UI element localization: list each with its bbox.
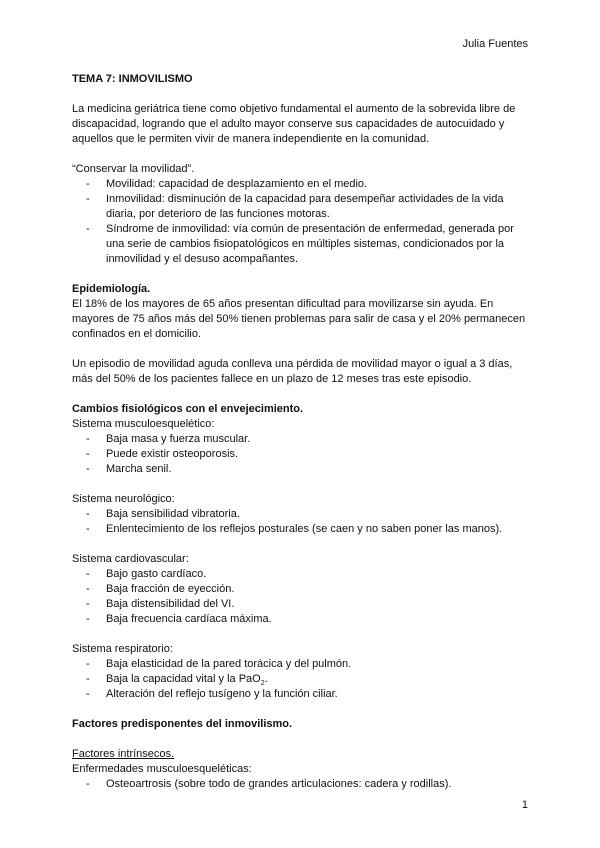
cardio-label: Sistema cardiovascular: — [72, 553, 189, 565]
list-item: - Alteración del reflejo tusígeno y la función ciliar. — [106, 687, 528, 702]
cardio-list — [72, 567, 528, 627]
epidemiology-heading: Epidemiología. — [72, 283, 151, 295]
factors-musculo-label: Enfermedades musculoesqueléticas: — [72, 763, 252, 775]
resp-list — [72, 657, 528, 702]
page-title: TEMA 7: INMOVILISMO — [72, 73, 193, 85]
factors-heading: Factores predisponentes del inmovilismo. — [72, 718, 293, 730]
page-content — [72, 72, 528, 792]
list-item: - Bajo gasto cardíaco. — [106, 567, 528, 582]
musculo-list — [72, 432, 528, 477]
neuro-label: Sistema neurológico: — [72, 493, 175, 505]
intrinsic-factors-heading: Factores intrínsecos. — [72, 748, 175, 760]
list-item: - Baja distensibilidad del VI. — [106, 597, 528, 612]
list-item: - Marcha senil. — [106, 462, 528, 477]
list-item — [106, 672, 528, 687]
list-item: - Inmovilidad: disminución de la capacidad para desempeñar actividades de la vida diaria, por deterioro de las funciones motoras. — [106, 192, 528, 222]
page-number: 1 — [521, 799, 528, 811]
changes-heading: Cambios fisiológicos con el envejecimiento. — [72, 403, 304, 415]
resp-label: Sistema respiratorio: — [72, 643, 173, 655]
header-author: Julia Fuentes — [462, 38, 528, 50]
resp-item-end: . — [264, 673, 268, 685]
subscript: 2 — [260, 680, 265, 688]
musculo-label: Sistema musculoesquelético: — [72, 418, 215, 430]
neuro-list — [72, 507, 528, 537]
list-item: - Movilidad: capacidad de desplazamiento en el medio. — [106, 177, 528, 192]
list-item: - Enlentecimiento de los reflejos posturales (se caen y no saben poner las manos). — [106, 522, 528, 537]
list-item: - Baja sensibilidad vibratoria. — [106, 507, 528, 522]
list-item: - Osteoartrosis (sobre todo de grandes articulaciones: cadera y rodillas). — [106, 777, 528, 792]
factors-list — [72, 777, 528, 792]
resp-item-text: Baja la capacidad vital y la PaO — [106, 673, 261, 685]
intro-paragraph: La medicina geriátrica tiene como objetivo fundamental el aumento de la sobrevida libre de discapacidad, logrando que el adulto mayor conserve sus capacidades de autocuidado y aquellos que le permiten vivir de manera independiente en la comunidad. — [72, 103, 516, 145]
mobility-quote: “Conservar la movilidad”. — [72, 163, 195, 175]
epidemiology-paragraph-1: El 18% de los mayores de 65 años presentan dificultad para movilizarse sin ayuda. En mayores de 75 años más del 50% tienen problemas para salir de casa y el 20% permanecen confinados en el domicilio. — [72, 298, 526, 340]
list-item: - Baja frecuencia cardíaca máxima. — [106, 612, 528, 627]
list-item: - Síndrome de inmovilidad: vía común de presentación de enfermedad, generada por una serie de cambios fisiopatológicos en múltiples sistemas, condicionados por la inmovilidad y el desuso acompañantes. — [106, 222, 528, 267]
list-item: - Puede existir osteoporosis. — [106, 447, 528, 462]
list-item: - Baja masa y fuerza muscular. — [106, 432, 528, 447]
mobility-list — [72, 177, 528, 267]
list-item: - Baja elasticidad de la pared torácica y del pulmón. — [106, 657, 528, 672]
list-item: - Baja fracción de eyección. — [106, 582, 528, 597]
epidemiology-paragraph-2: Un episodio de movilidad aguda conlleva una pérdida de movilidad mayor o igual a 3 días, más del 50% de los pacientes fallece en un plazo de 12 meses tras este episodio. — [72, 358, 513, 385]
